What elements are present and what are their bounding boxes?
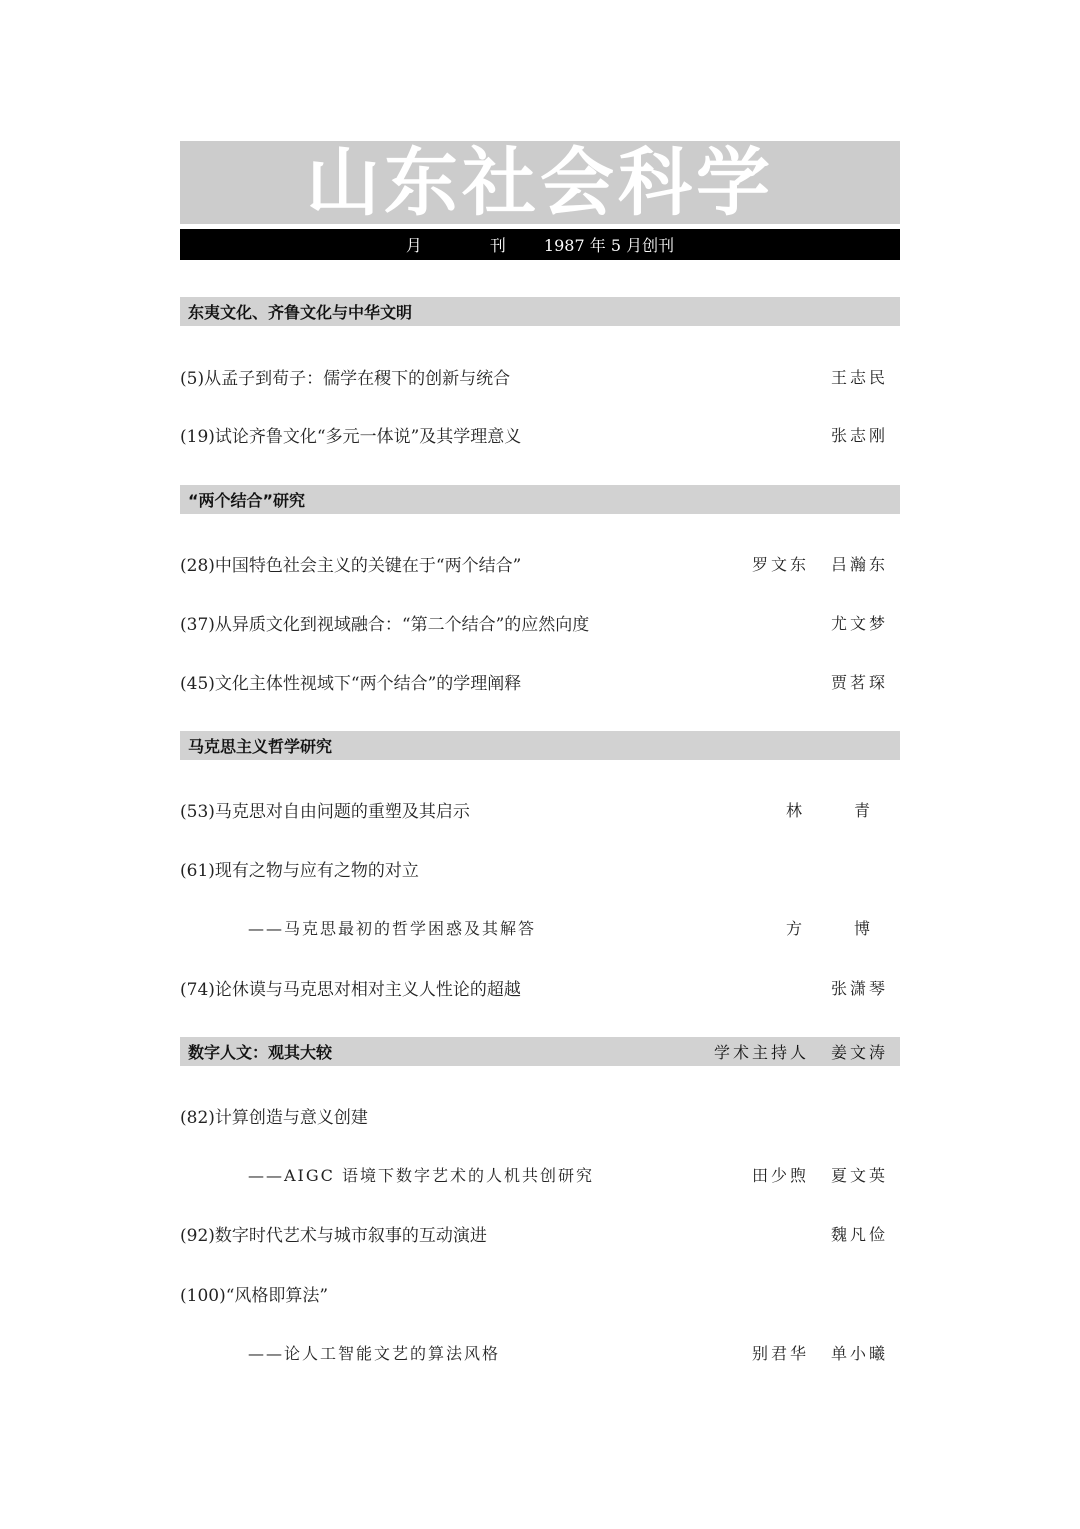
author-name: 别君华	[751, 1343, 809, 1363]
article-authors	[730, 552, 900, 575]
article-authors	[809, 1222, 900, 1245]
article-title: (61)现有之物与应有之物的对立	[180, 860, 419, 881]
host-name: 姜文涛	[830, 1043, 888, 1062]
author-name: 张潇琴	[830, 978, 888, 998]
author-name: 田少煦	[751, 1165, 809, 1185]
article-authors	[809, 670, 900, 693]
article-subtitle: ——马克思最初的哲学困惑及其解答	[248, 918, 537, 938]
article-authors	[730, 1341, 900, 1364]
toc-entry[interactable]	[180, 608, 900, 636]
section-header	[180, 1037, 900, 1066]
founded-label: 1987 年 5 月创刊	[543, 236, 675, 255]
author-name: 王志民	[830, 367, 888, 387]
author-name: 罗文东	[751, 554, 809, 574]
section-title: 数字人文：观其大较	[188, 1043, 333, 1062]
author-name: 单小曦	[830, 1343, 888, 1363]
article-title: (74)论休谟与马克思对相对主义人性论的超越	[180, 979, 521, 1000]
article-authors	[809, 976, 900, 999]
journal-title: 山东社会科学	[306, 139, 774, 226]
toc-entry[interactable]	[180, 1101, 900, 1129]
article-title: (82)计算创造与意义创建	[180, 1107, 368, 1128]
toc-entry[interactable]	[180, 549, 900, 577]
toc-entry[interactable]	[180, 795, 900, 823]
toc-entry[interactable]	[180, 973, 900, 1001]
author-name: 方 博	[785, 918, 888, 938]
article-authors	[809, 423, 900, 446]
section-title: 马克思主义哲学研究	[188, 737, 333, 756]
toc-entry[interactable]	[180, 1279, 900, 1307]
author-name: 尤文梦	[830, 613, 888, 633]
section-title: 东夷文化、齐鲁文化与中华文明	[188, 303, 413, 322]
toc-entry-subtitle[interactable]	[180, 1160, 900, 1188]
author-name: 林 青	[785, 800, 888, 820]
article-title: (45)文化主体性视域下“两个结合”的学理阐释	[180, 673, 522, 694]
toc-entry-subtitle[interactable]	[180, 913, 900, 941]
article-title: (92)数字时代艺术与城市叙事的互动演进	[180, 1225, 487, 1246]
frequency-label: 月 刊	[405, 236, 532, 255]
author-name: 张志刚	[830, 425, 888, 445]
author-name: 夏文英	[830, 1165, 888, 1185]
article-authors	[730, 1163, 900, 1186]
article-subtitle: ——AIGC 语境下数字艺术的人机共创研究	[248, 1165, 594, 1185]
article-subtitle: ——论人工智能文艺的算法风格	[248, 1343, 501, 1363]
article-title: (37)从异质文化到视域融合：“第二个结合”的应然向度	[180, 614, 590, 635]
article-title: (5)从孟子到荀子：儒学在稷下的创新与统合	[180, 368, 511, 389]
author-name: 吕瀚东	[830, 554, 888, 574]
article-title: (100)“风格即算法”	[180, 1285, 329, 1306]
article-authors	[764, 916, 900, 939]
toc-entry[interactable]	[180, 1219, 900, 1247]
section-header	[180, 297, 900, 326]
publication-info-bar	[180, 229, 900, 260]
article-authors	[809, 611, 900, 634]
author-name: 魏凡俭	[830, 1224, 888, 1244]
article-title: (19)试论齐鲁文化“多元一体说”及其学理意义	[180, 426, 522, 447]
article-authors	[809, 365, 900, 388]
section-header	[180, 485, 900, 514]
toc-entry[interactable]	[180, 362, 900, 390]
article-authors	[764, 798, 900, 821]
toc-entry[interactable]	[180, 667, 900, 695]
toc-entry[interactable]	[180, 854, 900, 882]
host-label: 学术主持人	[713, 1043, 809, 1062]
section-title: “两个结合”研究	[188, 491, 306, 510]
masthead	[180, 141, 900, 224]
article-title: (53)马克思对自由问题的重塑及其启示	[180, 801, 470, 822]
toc-entry[interactable]	[180, 420, 900, 448]
section-header	[180, 731, 900, 760]
article-title: (28)中国特色社会主义的关键在于“两个结合”	[180, 555, 522, 576]
toc-entry-subtitle[interactable]	[180, 1338, 900, 1366]
author-name: 贾茗琛	[830, 672, 888, 692]
